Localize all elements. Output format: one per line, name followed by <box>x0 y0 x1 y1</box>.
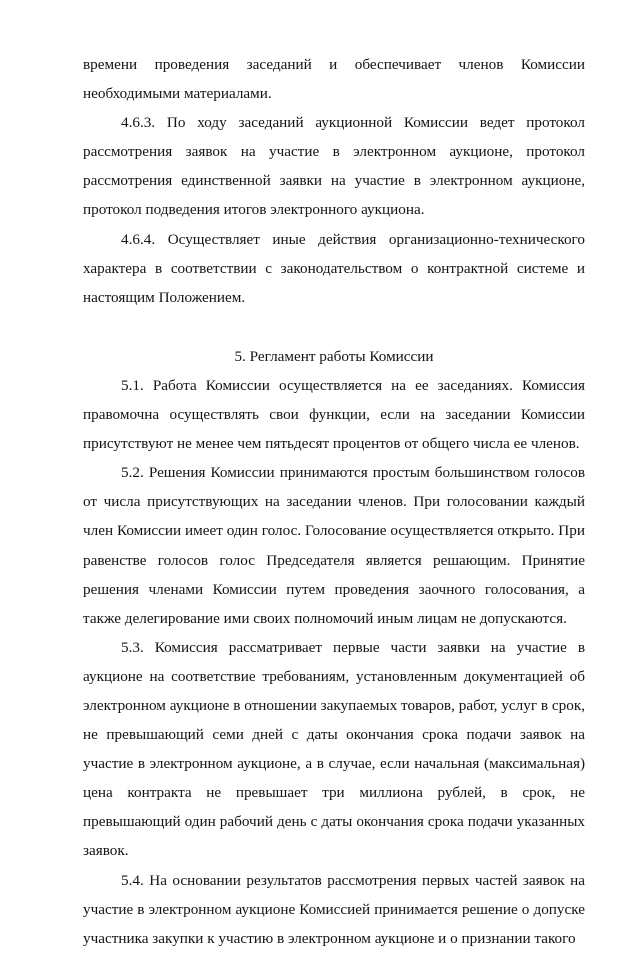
paragraph-4-6-3: 4.6.3. По ходу заседаний аукционной Комиссии ведет протокол рассмотрения заявок на участие в электронном аукционе, протокол рассмотрения единственной заявки на участие в электронном аукционе, протокол подведения итогов электронного аукциона. <box>83 114 585 219</box>
paragraph-5-2: 5.2. Решения Комиссии принимаются простым большинством голосов от числа присутствующих на заседании членов. При голосовании каждый член Комиссии имеет один голос. Голосование осуществляется открыто. При равенстве голосов голос Председателя является решающим. Принятие решения членами Комиссии путем проведения заочного голосования, а также делегирование ими своих полномочий иным лицам не допускаются. <box>83 464 585 627</box>
paragraph-continuation: времени проведения заседаний и обеспечивает членов Комиссии необходимыми материалами. <box>83 56 585 103</box>
paragraph-4-6-4: 4.6.4. Осуществляет иные действия организационно-технического характера в соответствии с законодательством о контрактной системе и настоящим Положением. <box>83 230 585 306</box>
section-heading: 5. Регламент работы Комиссии <box>234 347 434 365</box>
document-page <box>83 50 585 953</box>
paragraph-5-1: 5.1. Работа Комиссии осуществляется на ее заседаниях. Комиссия правомочна осуществлять свои функции, если на заседании Комиссии присутствуют не менее чем пятьдесят процентов от общего числа ее членов. <box>83 376 585 453</box>
paragraph-5-4: 5.4. На основании результатов рассмотрения первых частей заявок на участие в электронном аукционе Комиссией принимается решение о допуске участника закупки к участию в электронном аукционе и о признании такого <box>83 871 585 947</box>
section-spacer <box>83 312 585 342</box>
paragraph-5-3: 5.3. Комиссия рассматривает первые части заявки на участие в аукционе на соответствие требованиям, установленным документацией об электронном аукционе в отношении закупаемых товаров, работ, услуг в срок, не превышающий семи дней с даты окончания срока подачи заявок на участие в электронном аукционе, а в случае, если начальная (максимальная) цена контракта не превышает три миллиона рублей, в срок, не превышающий один рабочий день с даты окончания срока подачи указанных заявок. <box>83 638 585 860</box>
